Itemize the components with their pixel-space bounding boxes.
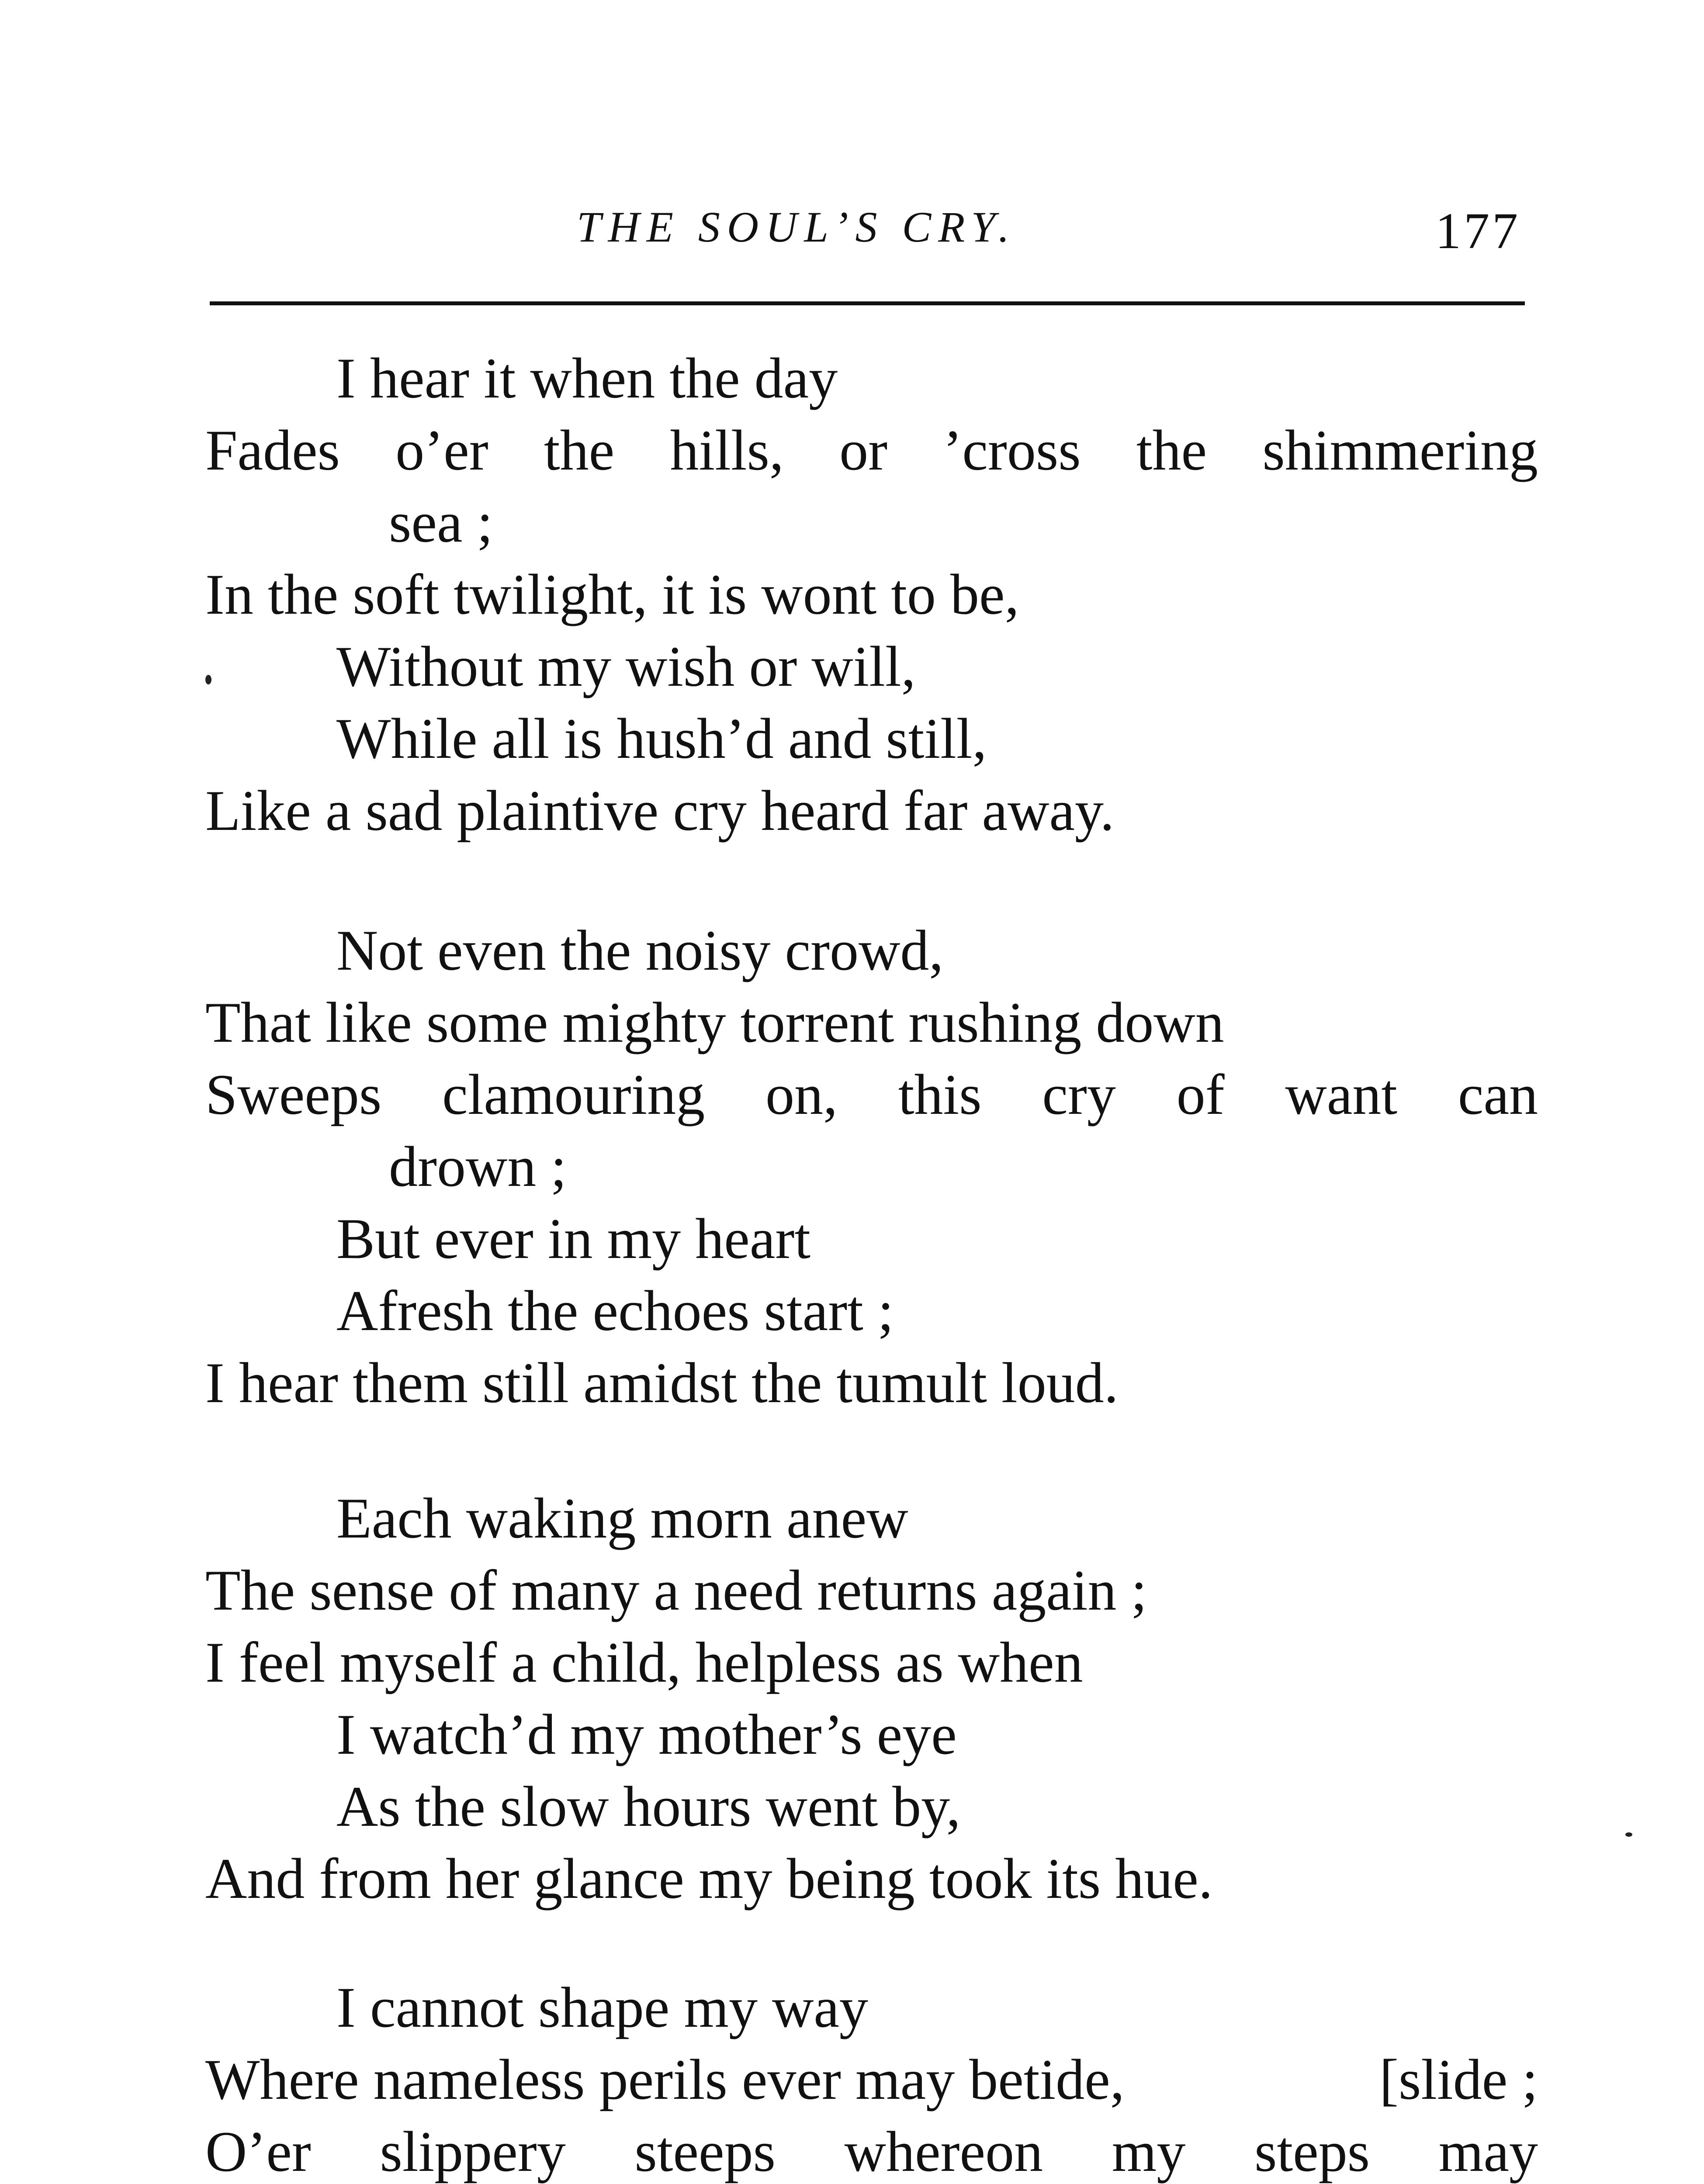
poem-line: Without my wish or will,: [336, 634, 916, 698]
poem-line: I cannot shape my way: [336, 1975, 868, 2039]
poem-line: Sweeps clamouring on, this cry of want can: [205, 1062, 1538, 1127]
poem-line: I watch’d my mother’s eye: [336, 1702, 957, 1766]
poem-line: I feel myself a child, helpless as when: [205, 1630, 1083, 1694]
poem-line: The sense of many a need returns again ;: [205, 1558, 1147, 1622]
poem-line: I hear it when the day: [336, 346, 838, 410]
print-speck: [205, 675, 211, 684]
poem-line: Afresh the echoes start ;: [336, 1279, 894, 1343]
poem-line: In the soft twilight, it is wont to be,: [205, 562, 1019, 626]
poem-line: Each waking morn anew: [336, 1486, 908, 1550]
poem-line-runover: drown ;: [389, 1134, 567, 1199]
header-rule: [210, 301, 1525, 305]
poem-line: O’er slippery steeps whereon my steps may: [205, 2119, 1538, 2184]
poem-line: As the slow hours went by,: [336, 1774, 961, 1838]
poem-line-runover: sea ;: [389, 490, 493, 554]
poem-line: I hear them still amidst the tumult loud.: [205, 1351, 1119, 1415]
poem-line: While all is hush’d and still,: [336, 706, 987, 771]
poem-line: Where nameless perils ever may betide,: [205, 2047, 1125, 2111]
poem-line: That like some mighty torrent rushing down: [205, 990, 1224, 1054]
poem-line: Not even the noisy crowd,: [336, 918, 944, 982]
poem-line: Fades o’er the hills, or ’cross the shimmering: [205, 418, 1538, 482]
page-number: 177: [1435, 202, 1520, 259]
running-title: THE SOUL’S CRY.: [577, 203, 1016, 251]
poem-line: And from her glance my being took its hue.: [205, 1846, 1213, 1911]
print-speck: [1625, 1832, 1632, 1837]
poem-line: Like a sad plaintive cry heard far away.: [205, 778, 1115, 843]
poem-line-carryover: [slide ;: [1379, 2047, 1538, 2111]
poem-line: But ever in my heart: [336, 1206, 811, 1271]
